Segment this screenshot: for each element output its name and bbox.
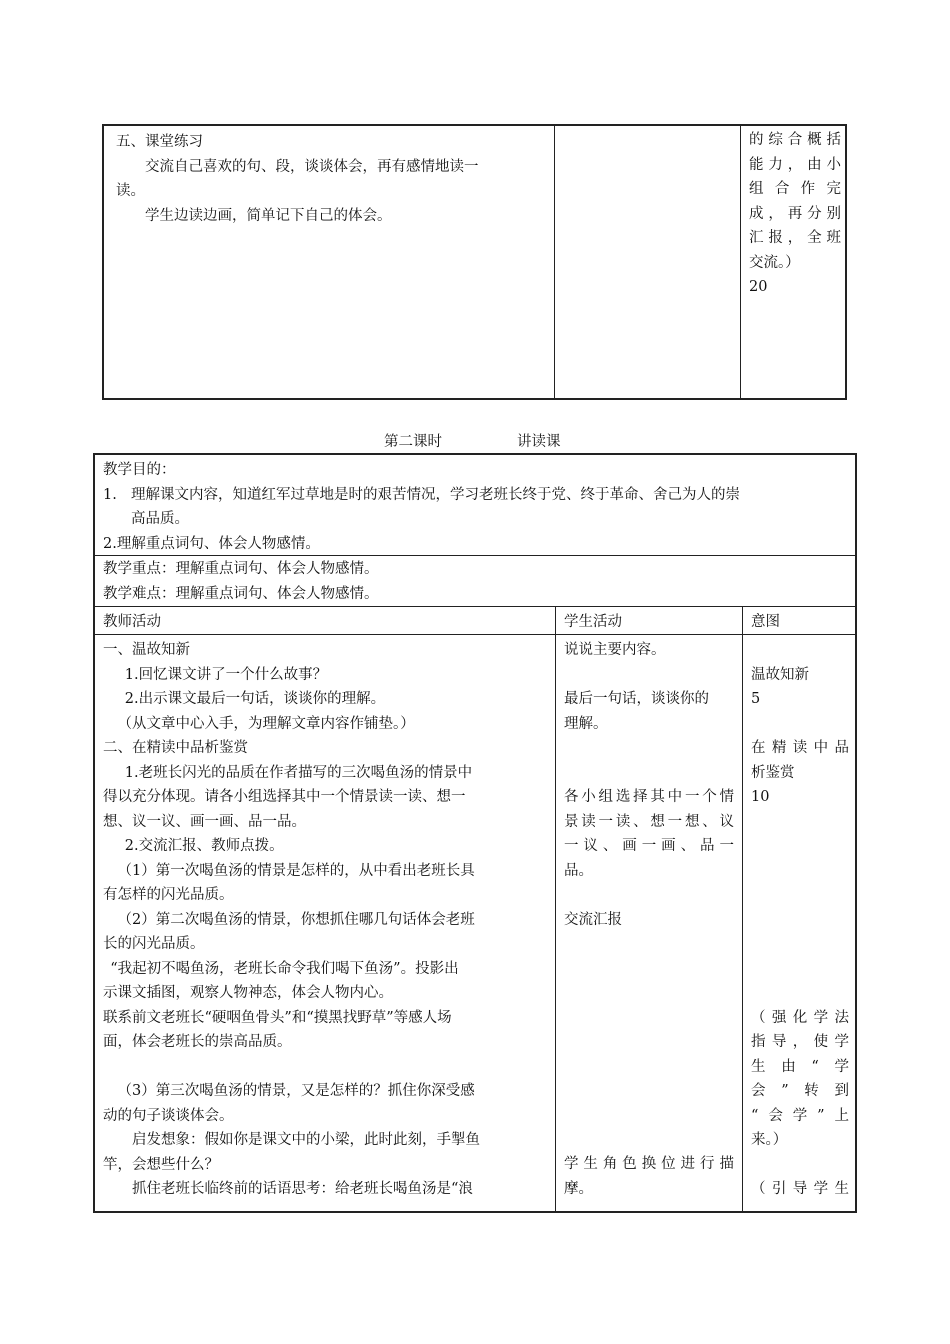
intent-header: 意图 — [751, 614, 780, 630]
intent-text: 指导，使学 — [751, 1034, 849, 1050]
objective-text: 高品质。 — [131, 511, 189, 527]
activity-text: （1）第一次喝鱼汤的情景是怎样的，从中看出老班长具 — [117, 862, 475, 879]
activity-text: 1.回忆课文讲了一个什么故事？ — [124, 666, 328, 683]
intent-cell — [743, 635, 855, 1211]
activity-text: 得以充分体现。请各小组选择其中一个情景读一读、想一 — [103, 789, 466, 805]
section-heading: 一、温故知新 — [103, 642, 190, 658]
intent-text: 来。） — [751, 1132, 788, 1148]
activity-text: “我起初不喝鱼汤，老班长命令我们喝下鱼汤”。投影出 — [110, 960, 459, 977]
activity-text: 启发想象：假如你是课文中的小梁，此时此刻，手掣鱼 — [132, 1132, 480, 1148]
intent-text: （强化学法 — [751, 1009, 849, 1026]
intent-time: 10 — [751, 789, 770, 805]
activity-text: 学生边读边画，简单记下自己的体会。 — [145, 207, 392, 224]
activity-text: 长的闪光品质。 — [103, 936, 205, 952]
objective-number: 1. — [103, 486, 117, 503]
teacher-activity-cell — [95, 635, 556, 1211]
activity-text: 竿，会想些什么？ — [103, 1156, 219, 1173]
activity-text: 联系前文老班长“硬咽鱼骨头”和“摸黑找野草”等感人场 — [103, 1009, 452, 1026]
student-text: 交流汇报 — [564, 911, 622, 928]
activity-text: 想、议一议、画一画、品一品。 — [103, 813, 306, 830]
teaching-focus: 教学重点：理解重点词句、体会人物感情。 — [103, 561, 379, 577]
teaching-difficulty: 教学难点：理解重点词句、体会人物感情。 — [103, 585, 379, 602]
intent-text: （引导学生 — [751, 1181, 849, 1197]
activity-text: 交流自己喜欢的句、段，谈谈体会，再有感情地读一 — [145, 158, 479, 175]
student-text: 摩。 — [564, 1180, 593, 1197]
intent-text: 生由“学 — [751, 1058, 849, 1075]
activity-text: 抓住老班长临终前的话语思考：给老班长喝鱼汤是“浪 — [132, 1181, 473, 1197]
activity-text: 1.老班长闪光的品质在作者描写的三次喝鱼汤的情景中 — [124, 764, 473, 781]
student-activity-cell — [555, 126, 741, 398]
intent-text: 组 合 作 完 — [749, 181, 841, 197]
student-activity-cell — [556, 635, 743, 1211]
activity-body-row — [95, 635, 855, 1211]
activity-text: （从文章中心入手，为理解文章内容作铺垫。） — [117, 715, 415, 732]
teacher-activity-cell — [104, 126, 555, 398]
intent-text: 在精读中品 — [751, 740, 849, 756]
intent-text: 成，再分别 — [749, 205, 841, 222]
section-heading: 二、在精读中品析鉴赏 — [103, 740, 248, 756]
section-heading: 五、课堂练习 — [116, 134, 203, 150]
key-points-row — [95, 556, 855, 607]
objective-text: 理解课文内容，知道红军过草地是时的艰苦情况，学习老班长终于党、终于革命、舍己为人的崇 — [131, 486, 740, 503]
intent-text: 交流。） — [749, 254, 800, 271]
student-text: 一议、画一画、品一 — [564, 838, 734, 854]
column-header-row — [95, 607, 855, 635]
student-text: 说说主要内容。 — [564, 642, 666, 658]
student-text: 品。 — [564, 862, 593, 879]
activity-text: （2）第二次喝鱼汤的情景，你想抓住哪几句话体会老班 — [117, 911, 475, 928]
intent-text: 能力，由小 — [749, 156, 841, 173]
student-text: 最后一句话，谈谈你的 — [564, 691, 709, 707]
lesson-heading — [0, 430, 950, 450]
student-activity-header: 学生活动 — [556, 607, 743, 634]
student-text: 学生角色换位进行描 — [564, 1156, 734, 1172]
lesson-type: 讲读课 — [517, 434, 561, 450]
intent-time: 20 — [749, 279, 768, 295]
activity-text: （3）第三次喝鱼汤的情景，又是怎样的？抓住你深受感 — [117, 1083, 475, 1099]
lesson-table-continued — [102, 124, 847, 400]
activity-text: 动的句子谈谈体会。 — [103, 1107, 234, 1124]
activity-text: 2.出示课文最后一句话，谈谈你的理解。 — [124, 691, 386, 707]
intent-time: 5 — [751, 691, 761, 707]
intent-text: 温故知新 — [751, 666, 809, 683]
intent-text: 汇报，全班 — [749, 230, 841, 246]
lesson-plan-table — [93, 453, 857, 1213]
intent-text: 会”转到 — [751, 1083, 849, 1099]
teacher-activity-header: 教师活动 — [95, 607, 556, 634]
intent-text: “会学”上 — [751, 1107, 849, 1124]
activity-text: 2.交流汇报、教师点拨。 — [124, 838, 284, 854]
student-text: 理解。 — [564, 715, 608, 732]
intent-text: 析鉴赏 — [751, 764, 795, 781]
activity-text: 面，体会老班长的崇高品质。 — [103, 1034, 292, 1050]
activity-text: 示课文插图，观察人物神态，体会人物内心。 — [103, 985, 393, 1001]
objective-item-2: 2.理解重点词句、体会人物感情。 — [103, 535, 320, 552]
student-text: 各小组选择其中一个情 — [564, 789, 734, 805]
objective-item — [103, 483, 847, 532]
activity-text: 读。 — [116, 183, 145, 199]
objectives-label: 教学目的： — [103, 462, 176, 478]
activity-text: 有怎样的闪光品质。 — [103, 887, 234, 903]
student-text: 景读一读、想一想、议 — [564, 813, 734, 830]
intent-text: 的综合概括 — [749, 132, 841, 148]
lesson-period: 第二课时 — [384, 434, 442, 450]
objectives-row — [95, 455, 855, 556]
intent-cell — [741, 126, 845, 398]
